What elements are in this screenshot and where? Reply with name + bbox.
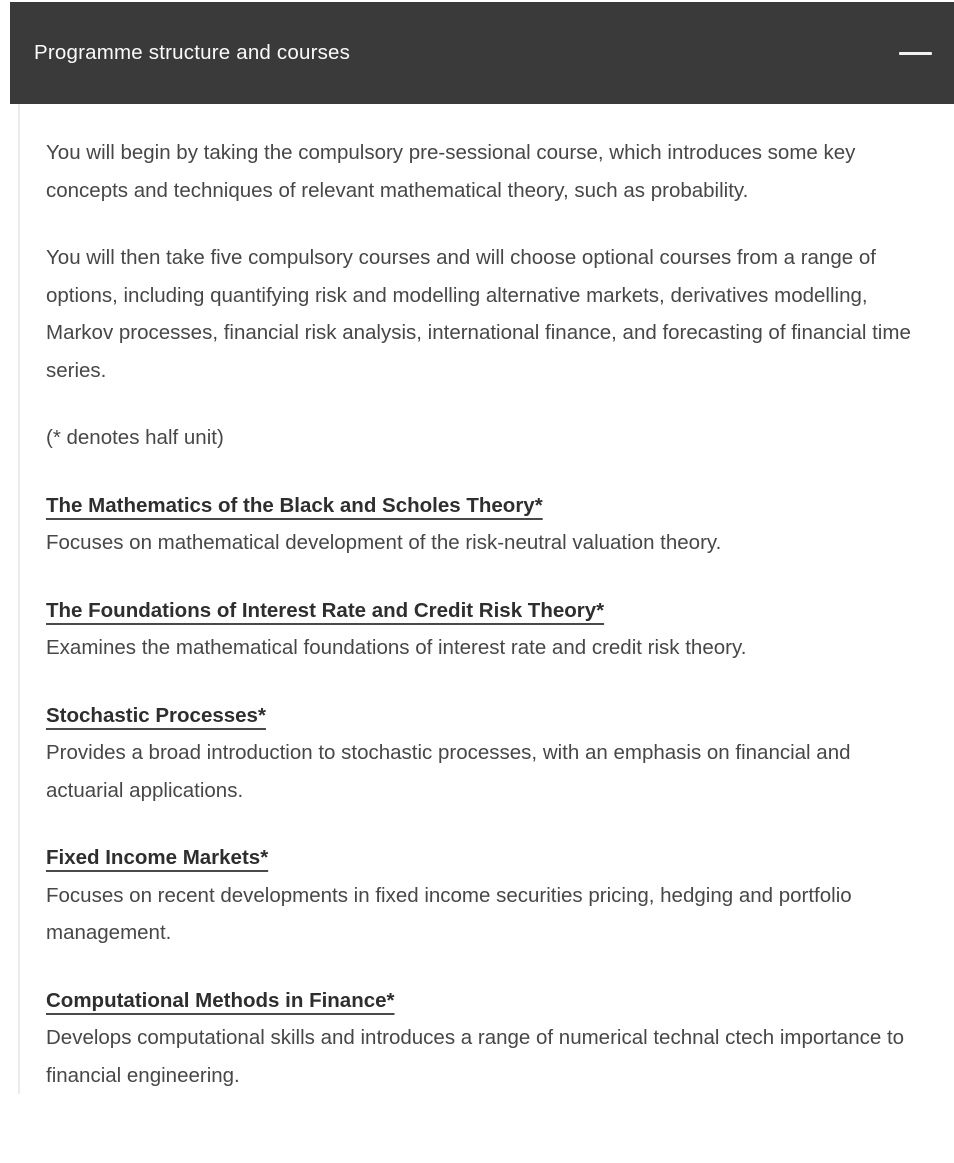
course-item: [46, 982, 912, 1095]
course-item: [46, 487, 912, 562]
minus-icon[interactable]: [899, 52, 932, 55]
accordion-section: [10, 0, 954, 1094]
course-description: Develops computational skills and introduces a range of numerical technal ctech importance to financial engineering.: [46, 1026, 905, 1087]
course-description: Focuses on recent developments in fixed income securities pricing, hedging and portfolio management.: [46, 883, 852, 944]
intro-paragraphs: [46, 134, 912, 457]
course-link[interactable]: Computational Methods in Finance*: [46, 988, 395, 1012]
course-item: [46, 839, 912, 952]
accordion-title: Programme structure and courses: [34, 41, 351, 64]
intro-paragraph: You will begin by taking the compulsory pre-sessional course, which introduces some key concepts and techniques of relevant mathematical theory, such as probability.: [46, 141, 856, 202]
course-link[interactable]: The Mathematics of the Black and Scholes Theory*: [46, 493, 543, 517]
course-link[interactable]: Stochastic Processes*: [46, 703, 266, 727]
accordion-content: [18, 104, 954, 1094]
intro-paragraph: You will then take five compulsory courses and will choose optional courses from a range of options, including quantifying risk and modelling alternative markets, derivatives modelling, Markov processes, financial risk analysis, international finance, and forecasting of financial time series.: [46, 246, 911, 382]
course-description: Focuses on mathematical development of the risk-neutral valuation theory.: [46, 531, 722, 554]
accordion-header[interactable]: [10, 2, 954, 104]
intro-paragraph: (* denotes half unit): [46, 426, 224, 449]
course-item: [46, 697, 912, 810]
course-list: [46, 487, 912, 1095]
course-item: [46, 592, 912, 667]
course-link[interactable]: Fixed Income Markets*: [46, 846, 269, 869]
course-description: Provides a broad introduction to stochastic processes, with an emphasis on financial and actuarial applications.: [46, 741, 851, 802]
course-link[interactable]: The Foundations of Interest Rate and Credit Risk Theory*: [46, 598, 605, 622]
course-description: Examines the mathematical foundations of interest rate and credit risk theory.: [46, 636, 747, 659]
